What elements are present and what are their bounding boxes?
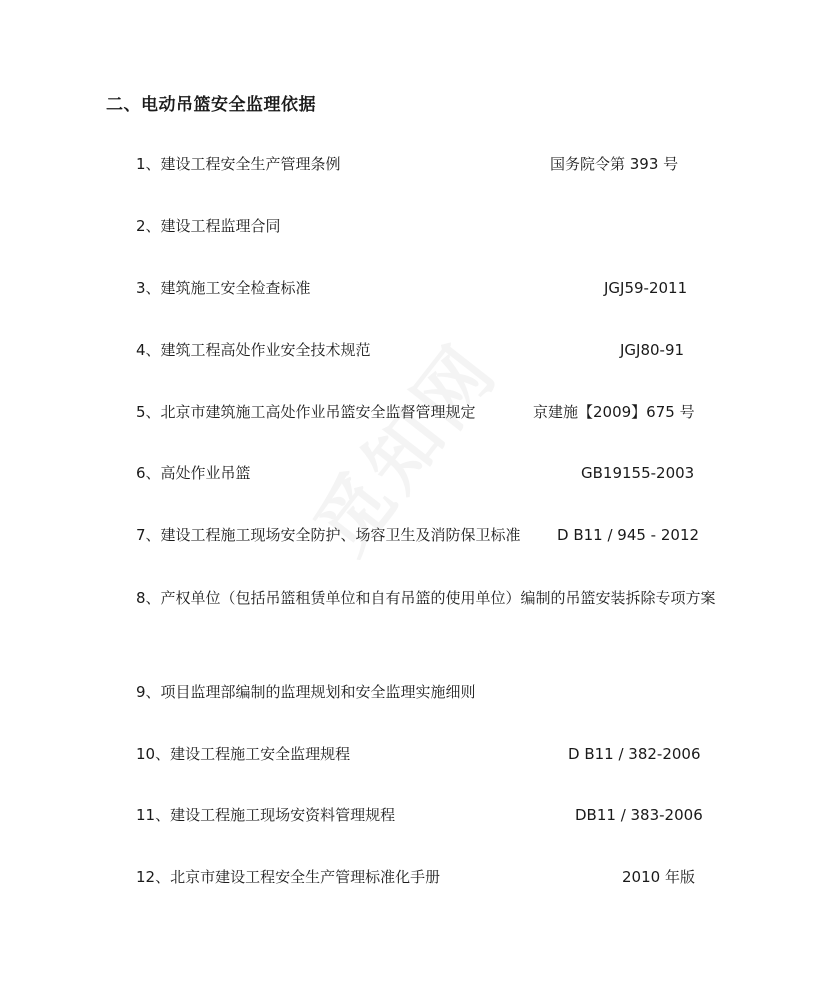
item-code: GB19155-2003 (581, 464, 695, 482)
item-title: 11、建设工程施工现场安资料管理规程 (136, 806, 396, 824)
item-title: 4、建筑工程高处作业安全技术规范 (136, 341, 371, 359)
item-title: 6、高处作业吊篮 (136, 464, 251, 482)
item-title: 7、建设工程施工现场安全防护、场容卫生及消防保卫标准 (136, 526, 521, 544)
item-title: 2、建设工程监理合同 (136, 217, 281, 235)
item-code: 2010 年版 (622, 868, 695, 886)
item-code: DB11 / 383-2006 (575, 806, 703, 824)
item-title: 1、建设工程安全生产管理条例 (136, 155, 341, 173)
item-title: 10、建设工程施工安全监理规程 (136, 745, 351, 763)
item-code: JGJ59-2011 (604, 279, 688, 297)
item-title: 3、建筑施工安全检查标准 (136, 279, 311, 297)
item-code: D B11 / 382-2006 (568, 745, 701, 763)
item-code: JGJ80-91 (620, 341, 685, 359)
item-title: 9、项目监理部编制的监理规划和安全监理实施细则 (136, 683, 476, 701)
item-code: 京建施【2009】675 号 (533, 403, 695, 421)
item-title: 5、北京市建筑施工高处作业吊篮安全监督管理规定 (136, 403, 476, 421)
item-code: D B11 / 945 - 2012 (557, 526, 700, 544)
item-code: 国务院令第 393 号 (550, 155, 679, 173)
section-heading: 二、电动吊篮安全监理依据 (106, 95, 316, 115)
item-title: 12、北京市建设工程安全生产管理标准化手册 (136, 868, 441, 886)
list-item-wrapped: 8、产权单位（包括吊篮租赁单位和自有吊篮的使用单位）编制的吊篮安装拆除专项方案 (136, 589, 716, 607)
